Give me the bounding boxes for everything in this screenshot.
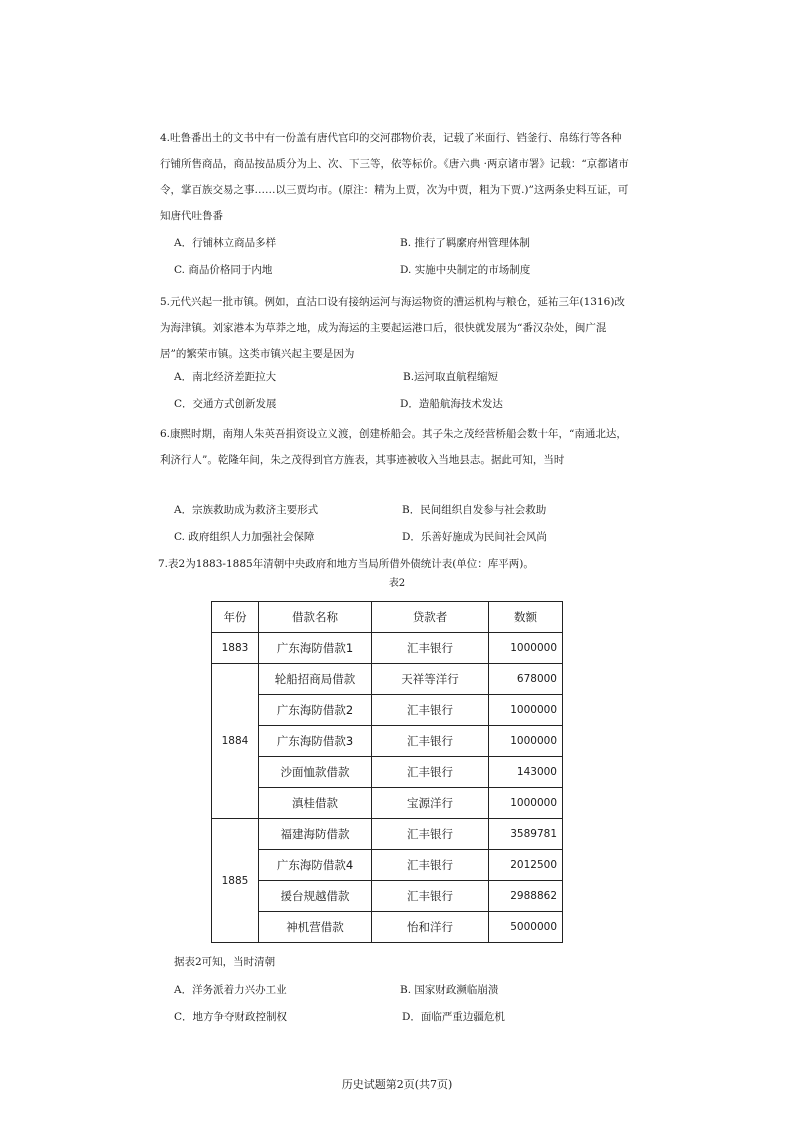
table-row <box>212 726 563 757</box>
amount-cell: 2988862 <box>489 881 563 912</box>
question-4-option-b[interactable]: B. 推行了羁縻府州管理体制 <box>400 237 530 249</box>
amount-cell: 678000 <box>489 664 563 695</box>
lender-cell: 宝源洋行 <box>372 788 489 819</box>
page-footer: 历史试题第2页(共7页) <box>341 1078 453 1091</box>
loan-name-cell: 福建海防借款 <box>259 819 372 850</box>
question-6-option-a[interactable]: A．宗族救助成为救济主要形式 <box>174 504 319 516</box>
table-header-row <box>212 602 563 633</box>
question-6-option-b[interactable]: B．民间组织自发参与社会救助 <box>402 504 547 516</box>
question-5-stem: 5.元代兴起一批市镇。例如，直沽口设有接纳运河与海运物资的漕运机构与粮仓，延祐三年(1316)改为海津镇。刘家港本为草莽之地，成为海运的主要起运港口后，很快就发展为“番汉杂处，闽广混居”的繁荣市镇。这类市镇兴起主要是因为 <box>160 296 625 360</box>
question-4-option-c[interactable]: C. 商品价格同于内地 <box>174 264 273 276</box>
question-7-stem: 7.表2为1883-1885年清朝中央政府和地方当局所借外债统计表(单位：库平两)。 <box>158 558 534 570</box>
table-row <box>212 819 563 850</box>
loan-name-cell: 援台规越借款 <box>259 881 372 912</box>
question-5 <box>160 289 630 367</box>
table-row <box>212 664 563 695</box>
question-4 <box>160 125 630 229</box>
lender-cell: 汇丰银行 <box>372 881 489 912</box>
header-lender: 贷款者 <box>372 602 489 633</box>
amount-cell: 5000000 <box>489 912 563 943</box>
year-cell: 1885 <box>212 819 259 943</box>
question-5-option-d[interactable]: D．造船航海技术发达 <box>400 398 503 410</box>
question-7-after-table: 据表2可知，当时清朝 <box>174 956 276 968</box>
loan-name-cell: 广东海防借款4 <box>259 850 372 881</box>
lender-cell: 汇丰银行 <box>372 757 489 788</box>
amount-cell: 143000 <box>489 757 563 788</box>
loan-name-cell: 广东海防借款1 <box>259 633 372 664</box>
header-year: 年份 <box>212 602 259 633</box>
lender-cell: 汇丰银行 <box>372 819 489 850</box>
question-6-stem: 6.康熙时期，南翔人朱英吾捐资设立义渡，创建桥船会。其子朱之茂经营桥船会数十年，“南通北达，利济行人”。乾隆年间，朱之茂得到官方旌表，其事迹被收入当地县志。据此可知，当时 <box>160 428 627 466</box>
lender-cell: 汇丰银行 <box>372 695 489 726</box>
year-cell: 1884 <box>212 664 259 819</box>
loan-name-cell: 沙面恤款借款 <box>259 757 372 788</box>
question-4-option-d[interactable]: D. 实施中央制定的市场制度 <box>400 264 531 276</box>
year-cell: 1883 <box>212 633 259 664</box>
amount-cell: 1000000 <box>489 788 563 819</box>
question-6-option-d[interactable]: D．乐善好施成为民间社会风尚 <box>402 531 547 543</box>
question-6 <box>160 421 630 473</box>
amount-cell: 3589781 <box>489 819 563 850</box>
lender-cell: 怡和洋行 <box>372 912 489 943</box>
foreign-debt-table <box>211 601 563 943</box>
question-5-option-a[interactable]: A．南北经济差距拉大 <box>174 371 277 383</box>
question-7-option-a[interactable]: A．洋务派着力兴办工业 <box>174 984 287 996</box>
amount-cell: 1000000 <box>489 695 563 726</box>
question-7-option-c[interactable]: C．地方争夺财政控制权 <box>174 1011 288 1023</box>
loan-name-cell: 轮船招商局借款 <box>259 664 372 695</box>
header-amount: 数额 <box>489 602 563 633</box>
table-caption: 表2 <box>388 578 406 589</box>
question-4-stem: 4.吐鲁番出土的文书中有一份盖有唐代官印的交河郡物价表，记载了米面行、铛釜行、帛练行等各种行铺所售商品，商品按品质分为上、次、下三等，依等标价。《唐六典 ·两京诸市署》记载：“京都诸市令，掌百族交易之事……以三贾均市。(原注：精为上贾，次为中贾，粗为下贾.)”这两条史料互证，可知唐代吐鲁番 <box>160 132 629 222</box>
table-row <box>212 757 563 788</box>
loan-name-cell: 神机营借款 <box>259 912 372 943</box>
question-7-option-b[interactable]: B. 国家财政濒临崩溃 <box>400 984 499 996</box>
amount-cell: 2012500 <box>489 850 563 881</box>
table-row <box>212 633 563 664</box>
loan-name-cell: 广东海防借款3 <box>259 726 372 757</box>
question-4-option-a[interactable]: A．行铺林立商品多样 <box>174 237 277 249</box>
lender-cell: 汇丰银行 <box>372 633 489 664</box>
question-6-option-c[interactable]: C. 政府组织人力加强社会保障 <box>174 531 315 543</box>
lender-cell: 天祥等洋行 <box>372 664 489 695</box>
table-row <box>212 850 563 881</box>
amount-cell: 1000000 <box>489 633 563 664</box>
question-5-option-c[interactable]: C．交通方式创新发展 <box>174 398 277 410</box>
question-5-option-b[interactable]: B.运河取直航程缩短 <box>403 371 499 383</box>
lender-cell: 汇丰银行 <box>372 850 489 881</box>
loan-name-cell: 广东海防借款2 <box>259 695 372 726</box>
question-7-option-d[interactable]: D．面临严重边疆危机 <box>402 1011 505 1023</box>
loan-name-cell: 滇桂借款 <box>259 788 372 819</box>
table-row <box>212 695 563 726</box>
table-row <box>212 788 563 819</box>
table-row <box>212 881 563 912</box>
lender-cell: 汇丰银行 <box>372 726 489 757</box>
header-loan-name: 借款名称 <box>259 602 372 633</box>
table-row <box>212 912 563 943</box>
amount-cell: 1000000 <box>489 726 563 757</box>
